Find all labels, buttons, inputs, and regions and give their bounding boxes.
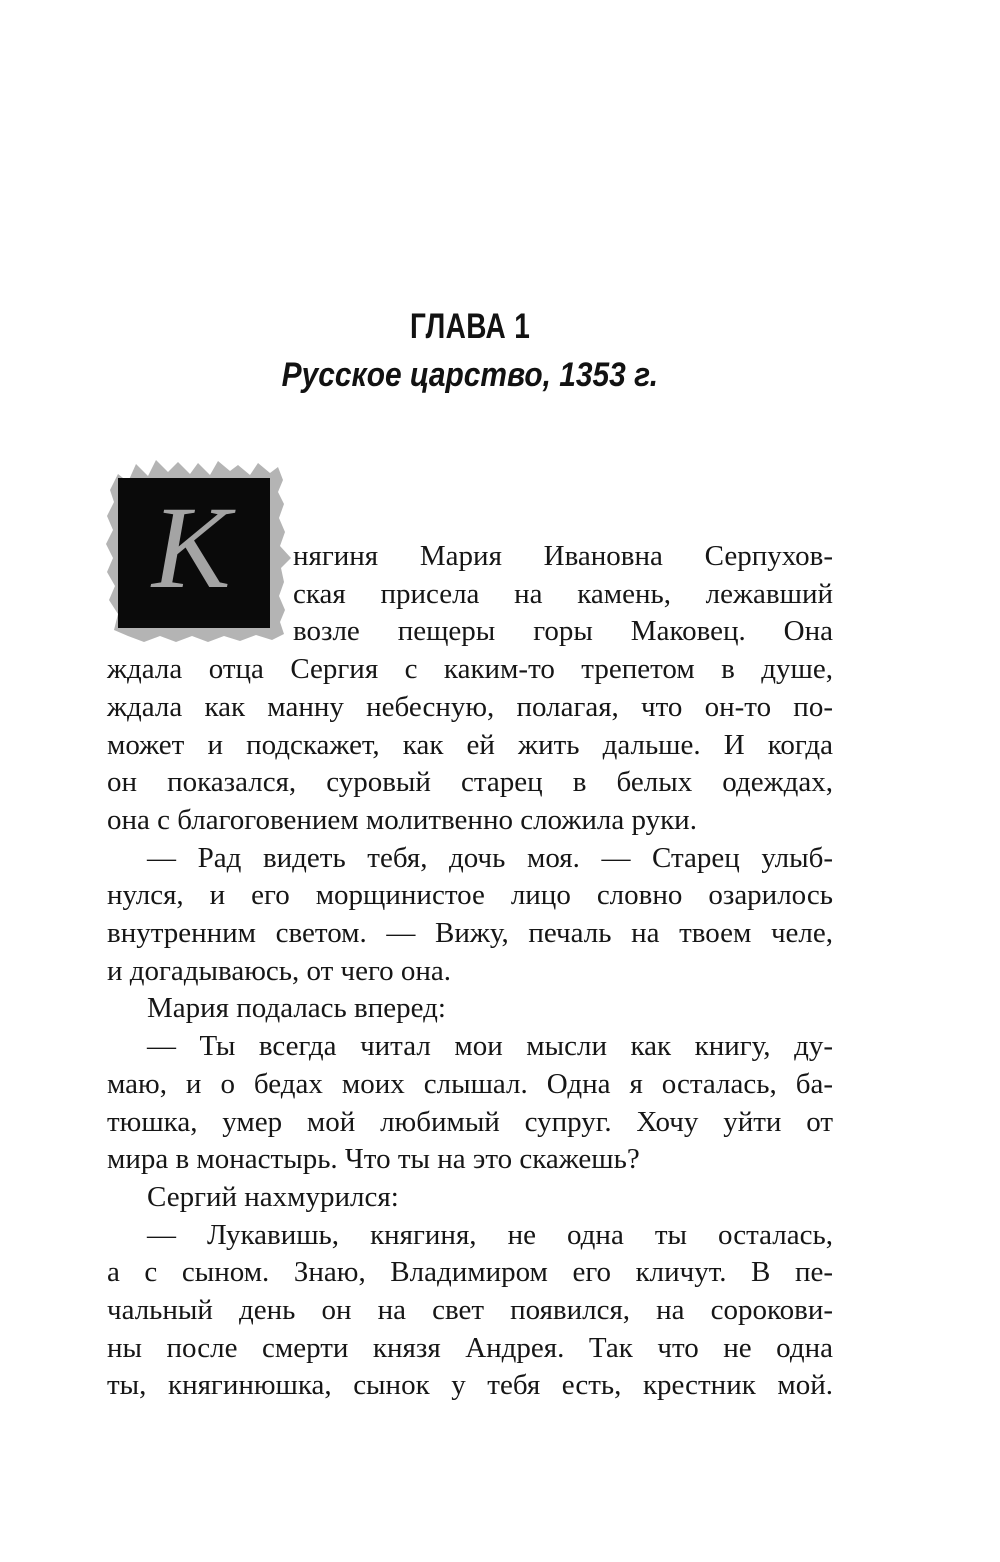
text-line: мира в монастырь. Что ты на это скажешь?: [107, 1143, 640, 1176]
text-line: внутренним светом. — Вижу, печаль на твоем челе,: [107, 917, 833, 950]
text-line: маю, и о бедах моих слышал. Одна я осталась, ба-: [107, 1067, 833, 1100]
chapter-subtitle: Русское царство, 1353 г.: [281, 356, 659, 394]
text-line: ждала как манну небесную, полагая, что он-то по-: [107, 690, 833, 723]
body-text: [107, 538, 833, 1405]
chapter-heading: [107, 308, 833, 347]
text-line: — Ты всегда читал мои мысли как книгу, ду-: [147, 1030, 833, 1063]
dropcap-letter: К: [151, 482, 231, 613]
text-line: — Рад видеть тебя, дочь моя. — Старец улыб-: [147, 841, 833, 874]
text-line: возле пещеры горы Маковец. Она: [293, 615, 833, 648]
text-line: а с сыном. Знаю, Владимиром его кличут. В пе-: [107, 1256, 833, 1289]
text-line: и догадываюсь, от чего она.: [107, 954, 452, 987]
text-line: нулся, и его морщинистое лицо словно озарилось: [107, 879, 833, 912]
text-line: она с благоговением молитвенно сложила руки.: [107, 803, 697, 836]
text-line: он показался, суровый старец в белых одеждах,: [107, 766, 833, 799]
text-line: ны после смерти князя Андрея. Так что не одна: [107, 1331, 833, 1364]
text-line: чальный день он на свет появился, на сорокови-: [107, 1294, 833, 1327]
text-line: нягиня Мария Ивановна Серпухов-: [293, 540, 833, 572]
text-line: может и подскажет, как ей жить дальше. И когда: [107, 728, 833, 761]
text-line: Сергий нахмурился:: [147, 1180, 399, 1213]
chapter-title: ГЛАВА 1: [409, 307, 531, 346]
text-line: ждала отца Сергия с каким-то трепетом в душе,: [107, 653, 833, 686]
text-line: ты, княгинюшка, сынок у тебя есть, крестник мой.: [107, 1369, 833, 1402]
text-line: Мария подалась вперед:: [147, 992, 446, 1025]
chapter-subheading: [107, 356, 833, 395]
text-line: — Лукавишь, княгиня, не одна ты осталась,: [147, 1218, 833, 1251]
text-line: тюшка, умер мой любимый супруг. Хочу уйти от: [107, 1105, 833, 1138]
text-line: ская присела на камень, лежавший: [293, 577, 833, 610]
